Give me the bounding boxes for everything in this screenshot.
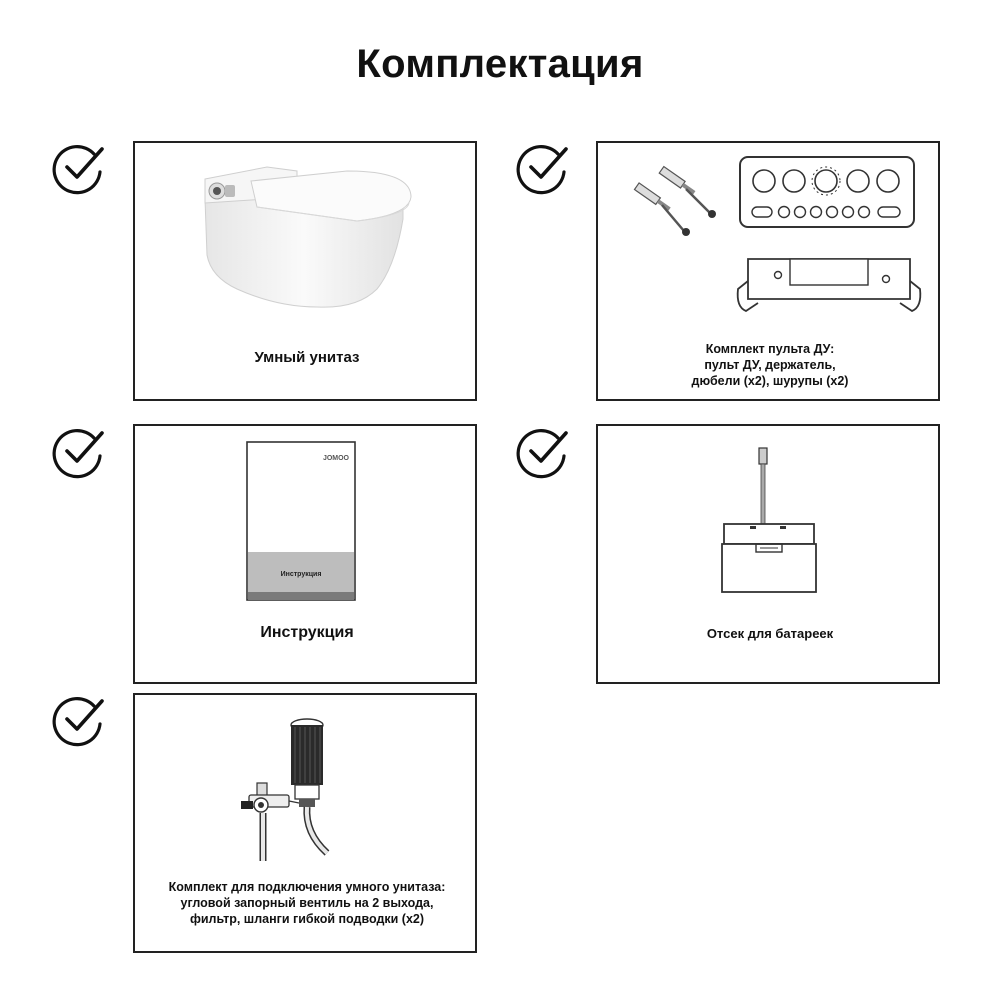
- item-card-manual: [133, 424, 477, 684]
- remote-holder-illustration: [734, 251, 924, 321]
- checkmark-circle-icon: [50, 692, 106, 748]
- checkmark-circle-icon: [50, 424, 106, 480]
- manual-illustration: [245, 440, 359, 604]
- item-card-battery-box: [596, 424, 940, 684]
- remote-control-illustration: [738, 155, 918, 231]
- item-card-remote-kit: [596, 141, 940, 401]
- item-label: Комплект пульта ДУ: пульт ДУ, держатель, дюбели (x2), шурупы (x2): [691, 342, 849, 388]
- brand-logo: JOMOO: [322, 455, 349, 462]
- battery-box-illustration: [718, 444, 822, 600]
- item-card-connection-kit: [133, 693, 477, 953]
- page-title: Комплектация: [356, 42, 644, 86]
- valve-filter-illustration: [235, 713, 375, 863]
- checkmark-circle-icon: [514, 424, 570, 480]
- item-label: Комплект для подключения умного унитаза: угловой запорный вентиль на 2 выхода, фильтр, шланги гибкой подводки (x2): [168, 880, 446, 926]
- toilet-illustration: [197, 157, 417, 317]
- dowels-screws-illustration: [628, 163, 728, 243]
- checkmark-circle-icon: [50, 140, 106, 196]
- item-label: Отсек для батареек: [706, 626, 834, 641]
- item-card-smart-toilet: [133, 141, 477, 401]
- item-label: Инструкция: [260, 624, 354, 641]
- manual-cover-text: Инструкция: [280, 571, 322, 578]
- item-label: Умный унитаз: [254, 349, 360, 366]
- checkmark-circle-icon: [514, 140, 570, 196]
